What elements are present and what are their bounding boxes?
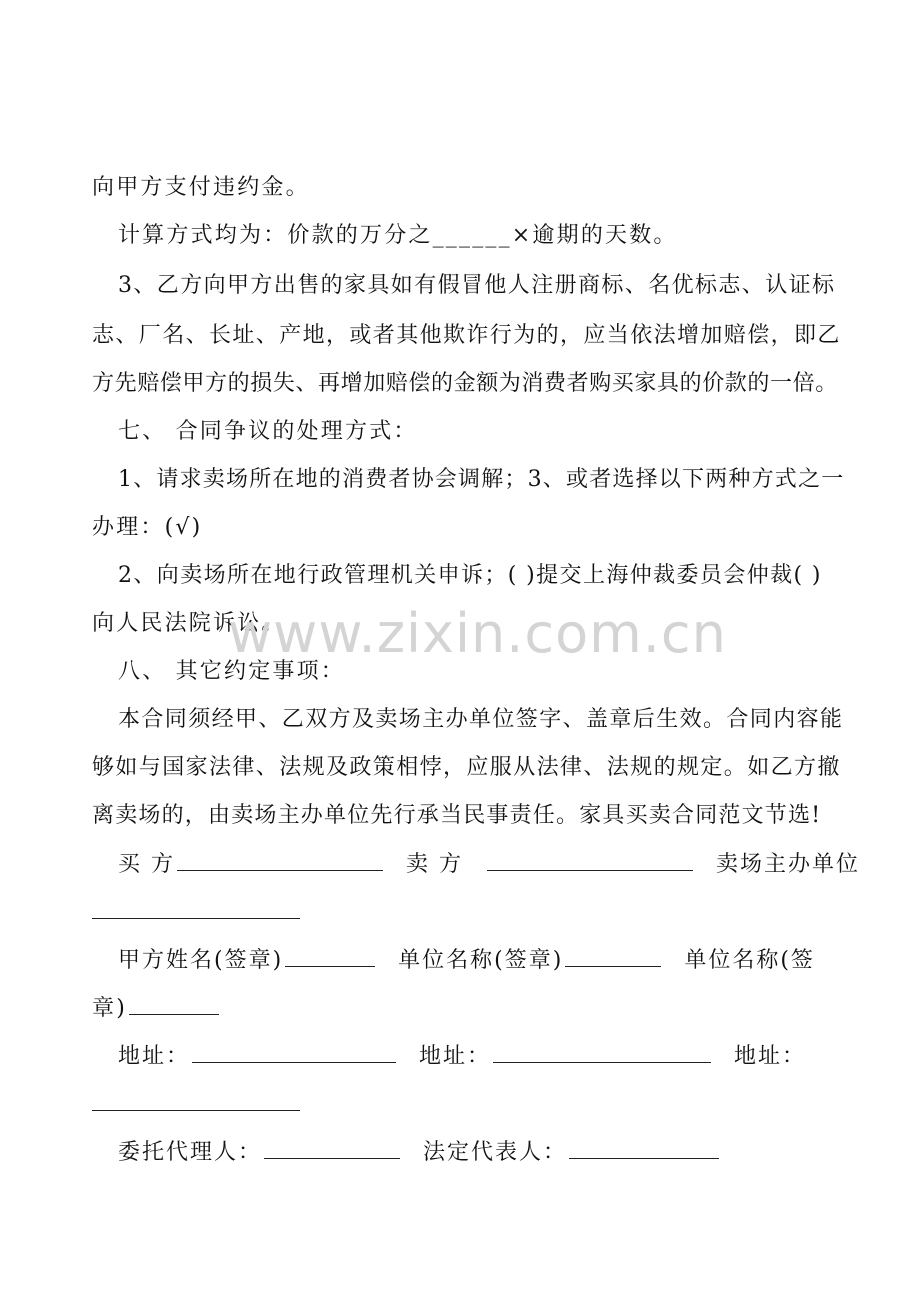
legal-rep-label: 法定代表人： bbox=[423, 1140, 568, 1165]
host-unit-blank[interactable] bbox=[129, 994, 219, 1015]
paragraph-penalty-end: 向甲方支付违约金。 bbox=[92, 175, 310, 200]
signature-row-parties bbox=[118, 850, 860, 879]
buyer-label: 买 方 bbox=[118, 852, 175, 877]
buyer-blank[interactable] bbox=[177, 850, 383, 871]
section-heading-other: 八、 其它约定事项： bbox=[118, 659, 345, 684]
host-blank[interactable] bbox=[92, 918, 300, 919]
party-b-unit-blank[interactable] bbox=[565, 946, 661, 967]
host-unit-label-cont bbox=[92, 994, 832, 1023]
seller-blank[interactable] bbox=[487, 850, 693, 871]
paragraph-dispute-2-line1: 2、向卖场所在地行政管理机关申诉；( )提交上海仲裁委员会仲裁( ) bbox=[118, 563, 822, 588]
party-b-address-blank[interactable] bbox=[493, 1042, 711, 1063]
host-unit-label: 单位名称(签 bbox=[684, 948, 815, 973]
party-b-address-label: 地址： bbox=[419, 1044, 492, 1069]
agent-label: 委托代理人： bbox=[118, 1140, 263, 1165]
host-address-label: 地址： bbox=[734, 1044, 807, 1069]
section-heading-disputes: 七、 合同争议的处理方式： bbox=[118, 419, 418, 444]
signature-row-address bbox=[118, 1042, 806, 1071]
paragraph-dispute-1-line1: 1、请求卖场所在地的消费者协会调解；3、或者选择以下两种方式之一 bbox=[118, 467, 845, 492]
signature-row-names bbox=[118, 946, 815, 975]
host-address-blank[interactable] bbox=[92, 1110, 300, 1111]
paragraph-other-line1: 本合同须经甲、乙双方及卖场主办单位签字、盖章后生效。合同内容能 bbox=[118, 707, 844, 732]
paragraph-fraud-line1: 3、乙方向甲方出售的家具如有假冒他人注册商标、名优标志、认证标 bbox=[118, 273, 836, 298]
party-a-name-blank[interactable] bbox=[285, 946, 375, 967]
party-a-address-label: 地址： bbox=[118, 1044, 191, 1069]
paragraph-dispute-2-line2: 向人民法院诉讼。 bbox=[92, 611, 286, 636]
party-a-address-blank[interactable] bbox=[192, 1042, 396, 1063]
host-label: 卖场主办单位 bbox=[716, 852, 861, 877]
party-a-name-label: 甲方姓名(签章) bbox=[118, 948, 284, 973]
paragraph-calculation: 计算方式均为：价款的万分之______×逾期的天数。 bbox=[118, 223, 678, 248]
agent-blank[interactable] bbox=[264, 1138, 400, 1159]
legal-rep-blank[interactable] bbox=[569, 1138, 719, 1159]
paragraph-dispute-1-line2: 办理：(√) bbox=[92, 515, 203, 540]
paragraph-other-line2: 够如与国家法律、法规及政策相悖，应服从法律、法规的规定。如乙方撤 bbox=[92, 755, 841, 780]
paragraph-other-line3: 离卖场的，由卖场主办单位先行承当民事责任。家具买卖合同范文节选! bbox=[92, 803, 822, 828]
signature-row-agents bbox=[118, 1138, 721, 1167]
seller-label: 卖 方 bbox=[406, 852, 463, 877]
paragraph-fraud-line2: 志、厂名、长址、产地，或者其他欺诈行为的，应当依法增加赔偿，即乙 bbox=[92, 323, 841, 348]
paragraph-fraud-line3: 方先赔偿甲方的损失、再增加赔偿的金额为消费者购买家具的价款的一倍。 bbox=[92, 371, 838, 396]
party-b-unit-label: 单位名称(签章) bbox=[398, 948, 564, 973]
host-unit-label-tail: 章) bbox=[92, 996, 127, 1021]
site-watermark: www.zixin.com.cn bbox=[228, 602, 727, 665]
